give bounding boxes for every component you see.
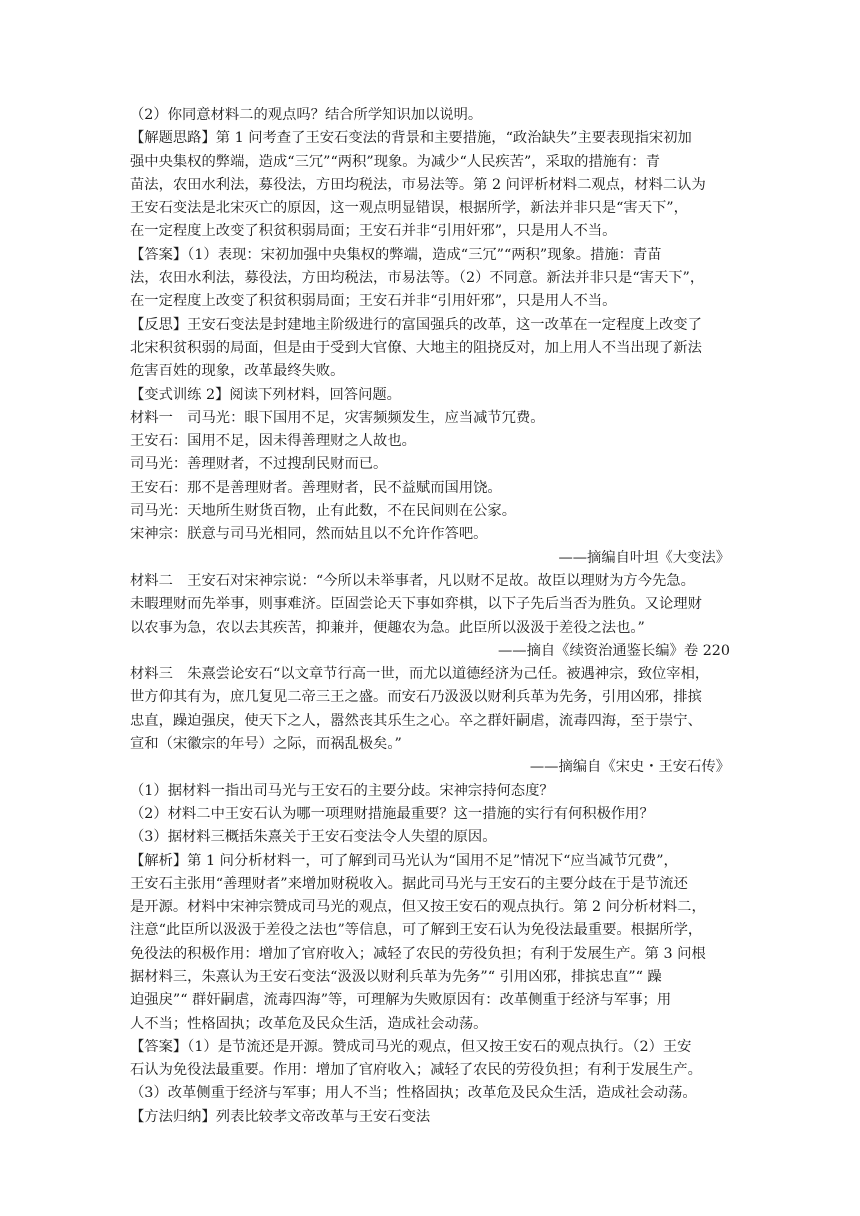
material-2-line: 未暇理财而先举事，则事难济。臣固尝论天下事如弈棋，以下子先后当否为胜负。又论理财 [130,596,702,613]
material-1-line: 司马光：天地所生财货百物，止有此数，不在民间则在公家。 [130,503,517,520]
explanation-line: 据材料三，朱熹认为王安石变法“汲汲以财利兵革为先务”“ 引用凶邪，排摈忠直”“ 躁 [130,968,662,985]
material-3-source: ——摘编自《宋史・王安石传》 [529,759,730,776]
analysis-line: 王安石变法是北宋灭亡的原因，这一观点明显错误，根据所学，新法并非只是“害天下”， [130,200,688,217]
explanation-line: 免役法的积极作用：增加了官府收入；减轻了农民的劳役负担；有利于发展生产。第 3 问根 [130,945,706,962]
material-1-line: 材料一 司马光：眼下国用不足，灾害频频发生，应当减节冗费。 [130,409,545,426]
material-3-line: 宣和（宋徽宗的年号）之际，而祸乱极矣。” [130,736,402,753]
analysis-line: 强中央集权的弊端，造成“三冗”“两积”现象。为减少“人民疾苦”，采取的措施有：青 [130,153,660,170]
analysis-line: 在一定程度上改变了积贫积弱局面；王安石并非“引用奸邪”，只是用人不当。 [130,223,617,240]
explanation-line: 注意“此臣所以汲汲于差役之法也”等信息，可了解到王安石认为免役法最重要。根据所学， [130,922,703,939]
question-line: （2）材料二中王安石认为哪一项理财措施最重要？这一措施的实行有何积极作用？ [130,805,654,822]
document-page [130,104,730,1129]
explanation-line: 王安石主张用“善理财者”来增加财税收入。据此司马光与王安石的主要分歧在于是节流还 [130,875,688,892]
material-2-line: 以农事为急，农以去其疾苦，抑兼并，便趣农为急。此臣所以汲汲于差役之法也。” [130,619,645,636]
explanation-line: 【解析】第 1 问分析材料一，可了解到司马光认为“国用不足”情况下“应当减节冗费”， [130,852,678,869]
answer-line: 石认为免役法最重要。作用：增加了官府收入；减轻了农民的劳役负担；有利于发展生产。 [130,1062,702,1079]
answer-line: （3）改革侧重于经济与军事；用人不当；性格固执；改革危及民众生活，造成社会动荡。 [130,1085,697,1102]
material-1-line: 王安石：国用不足，因未得善理财之人故也。 [130,433,416,450]
material-2-line: 材料二 王安石对宋神宗说：“今所以未举事者，凡以财不足故。故臣以理财为方今先急。 [130,572,695,589]
material-3-line: 忠直，躁迫强戾，使天下之人，嚣然丧其乐生之心。卒之群奸嗣虐，流毒四海，至于崇宁、 [130,712,702,729]
exercise-heading: 【变式训练 2】阅读下列材料，回答问题。 [130,386,401,403]
explanation-line: 是开源。材料中宋神宗赞成司马光的观点，但又按王安石的观点执行。第 2 问分析材料二， [130,899,706,916]
material-3-line: 世方仰其有为，庶几复见二帝三王之盛。而安石乃汲汲以财利兵革为先务，引用凶邪，排摈 [130,689,702,706]
material-1-source: ——摘编自叶坦《大变法》 [558,549,730,566]
question-line: （3）据材料三概括朱熹关于王安石变法令人失望的原因。 [130,829,497,846]
question-line: （1）据材料一指出司马光与王安石的主要分歧。宋神宗持何态度？ [130,782,554,799]
answer-line: 法，农田水利法，募役法，方田均税法，市易法等。（2）不同意。新法并非只是“害天下”， [130,270,705,287]
material-1-line: 王安石：那不是善理财者。善理财者，民不益赋而国用饶。 [130,479,502,496]
material-1-line: 宋神宗：朕意与司马光相同，然而姑且以不允许作答吧。 [130,526,488,543]
answer-line: 在一定程度上改变了积贫积弱局面；王安石并非“引用奸邪”，只是用人不当。 [130,293,617,310]
answer-line: 【答案】（1）是节流还是开源。赞成司马光的观点，但又按王安石的观点执行。（2）王安 [130,1038,692,1055]
reflection-line: 北宋积贫积弱的局面，但是由于受到大官僚、大地主的阻挠反对，加上用人不当出现了新法 [130,339,702,356]
reflection-line: 【反思】王安石变法是封建地主阶级进行的富国强兵的改革，这一改革在一定程度上改变了 [130,316,702,333]
answer-line: 【答案】（1）表现：宋初加强中央集权的弊端，造成“三冗”“两积”现象。措施：青苗 [130,246,662,263]
question-2-line: （2）你同意材料二的观点吗？结合所学知识加以说明。 [130,107,483,123]
analysis-line: 【解题思路】第 1 问考查了王安石变法的背景和主要措施，“政治缺失”主要表现指宋初加 [130,130,692,147]
material-1-line: 司马光：善理财者，不过搜刮民财而已。 [130,456,388,473]
method-summary-heading: 【方法归纳】列表比较孝文帝改革与王安石变法 [130,1108,431,1125]
analysis-line: 苗法，农田水利法，募役法，方田均税法，市易法等。第 2 问评析材料二观点，材料二认为 [130,176,706,193]
material-2-source: ——摘自《续资治通鉴长编》卷 220 [498,642,730,659]
explanation-line: 迫强戾”“ 群奸嗣虐，流毒四海”等，可理解为失败原因有：改革侧重于经济与军事；用 [130,992,672,1009]
material-3-line: 材料三 朱熹尝论安石“以文章节行高一世，而尤以道德经济为己任。被遇神宗，致位宰相， [130,666,710,683]
explanation-line: 人不当；性格固执；改革危及民众生活，造成社会动荡。 [130,1015,488,1032]
reflection-line: 危害百姓的现象，改革最终失败。 [130,363,345,380]
